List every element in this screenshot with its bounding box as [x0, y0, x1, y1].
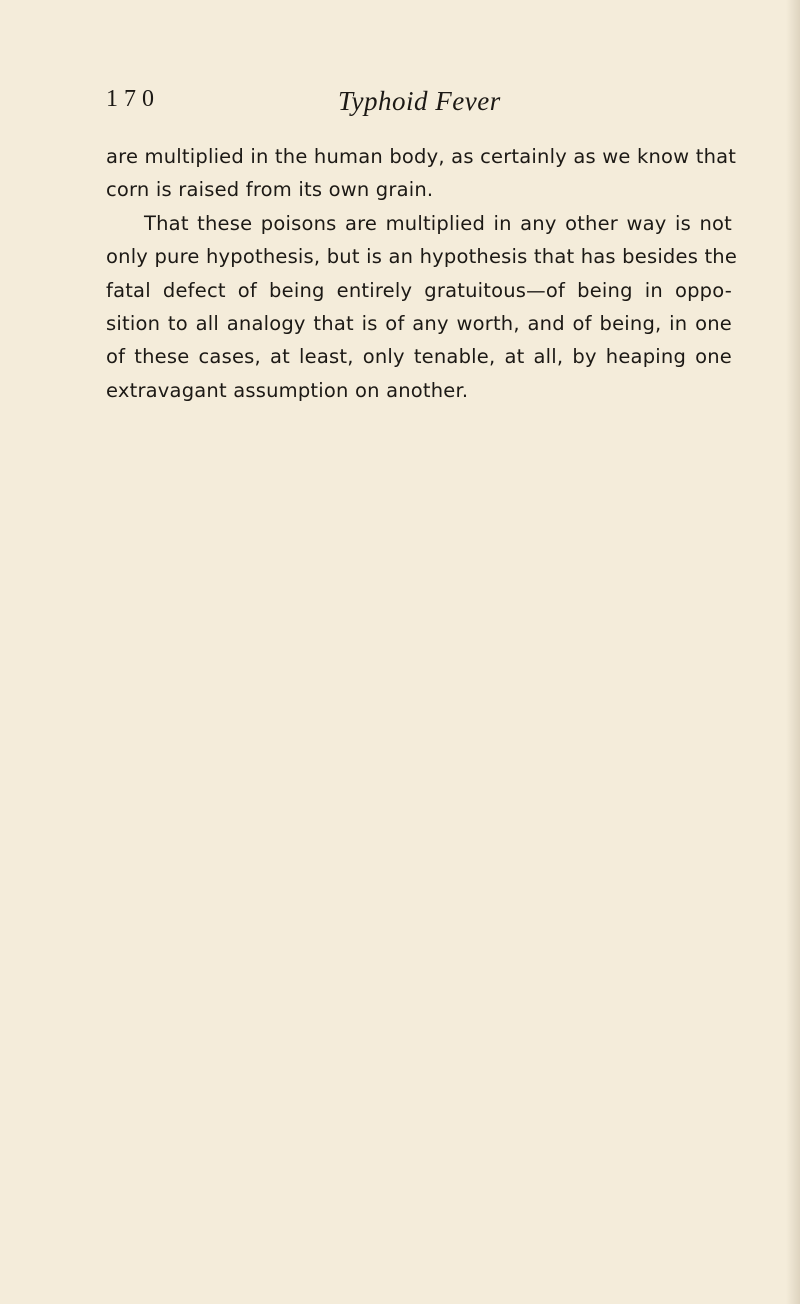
text-line: extravagant assumption on another. [106, 378, 469, 402]
text-line: of these cases, at least, only tenable, at all, by heaping one [106, 345, 732, 369]
paragraph [106, 140, 737, 207]
text-line: fatal defect of being entirely gratuitous—of being in oppo- [106, 278, 732, 302]
text-line: only pure hypothesis, but is an hypothesis that has besides the [106, 245, 738, 269]
text-line: That these poisons are multiplied in any other way is not [144, 211, 732, 235]
running-head [106, 86, 732, 126]
page-number: 170 [106, 86, 160, 112]
text-line: corn is raised from its own grain. [106, 178, 434, 202]
text-line: are multiplied in the human body, as certainly as we know that [106, 145, 737, 168]
text-line: sition to all analogy that is of any worth, and of being, in one [106, 312, 732, 336]
page-edge-shadow [786, 0, 800, 1304]
body-text [106, 140, 738, 407]
paragraph [106, 207, 738, 407]
running-title: Typhoid Fever [338, 86, 501, 116]
